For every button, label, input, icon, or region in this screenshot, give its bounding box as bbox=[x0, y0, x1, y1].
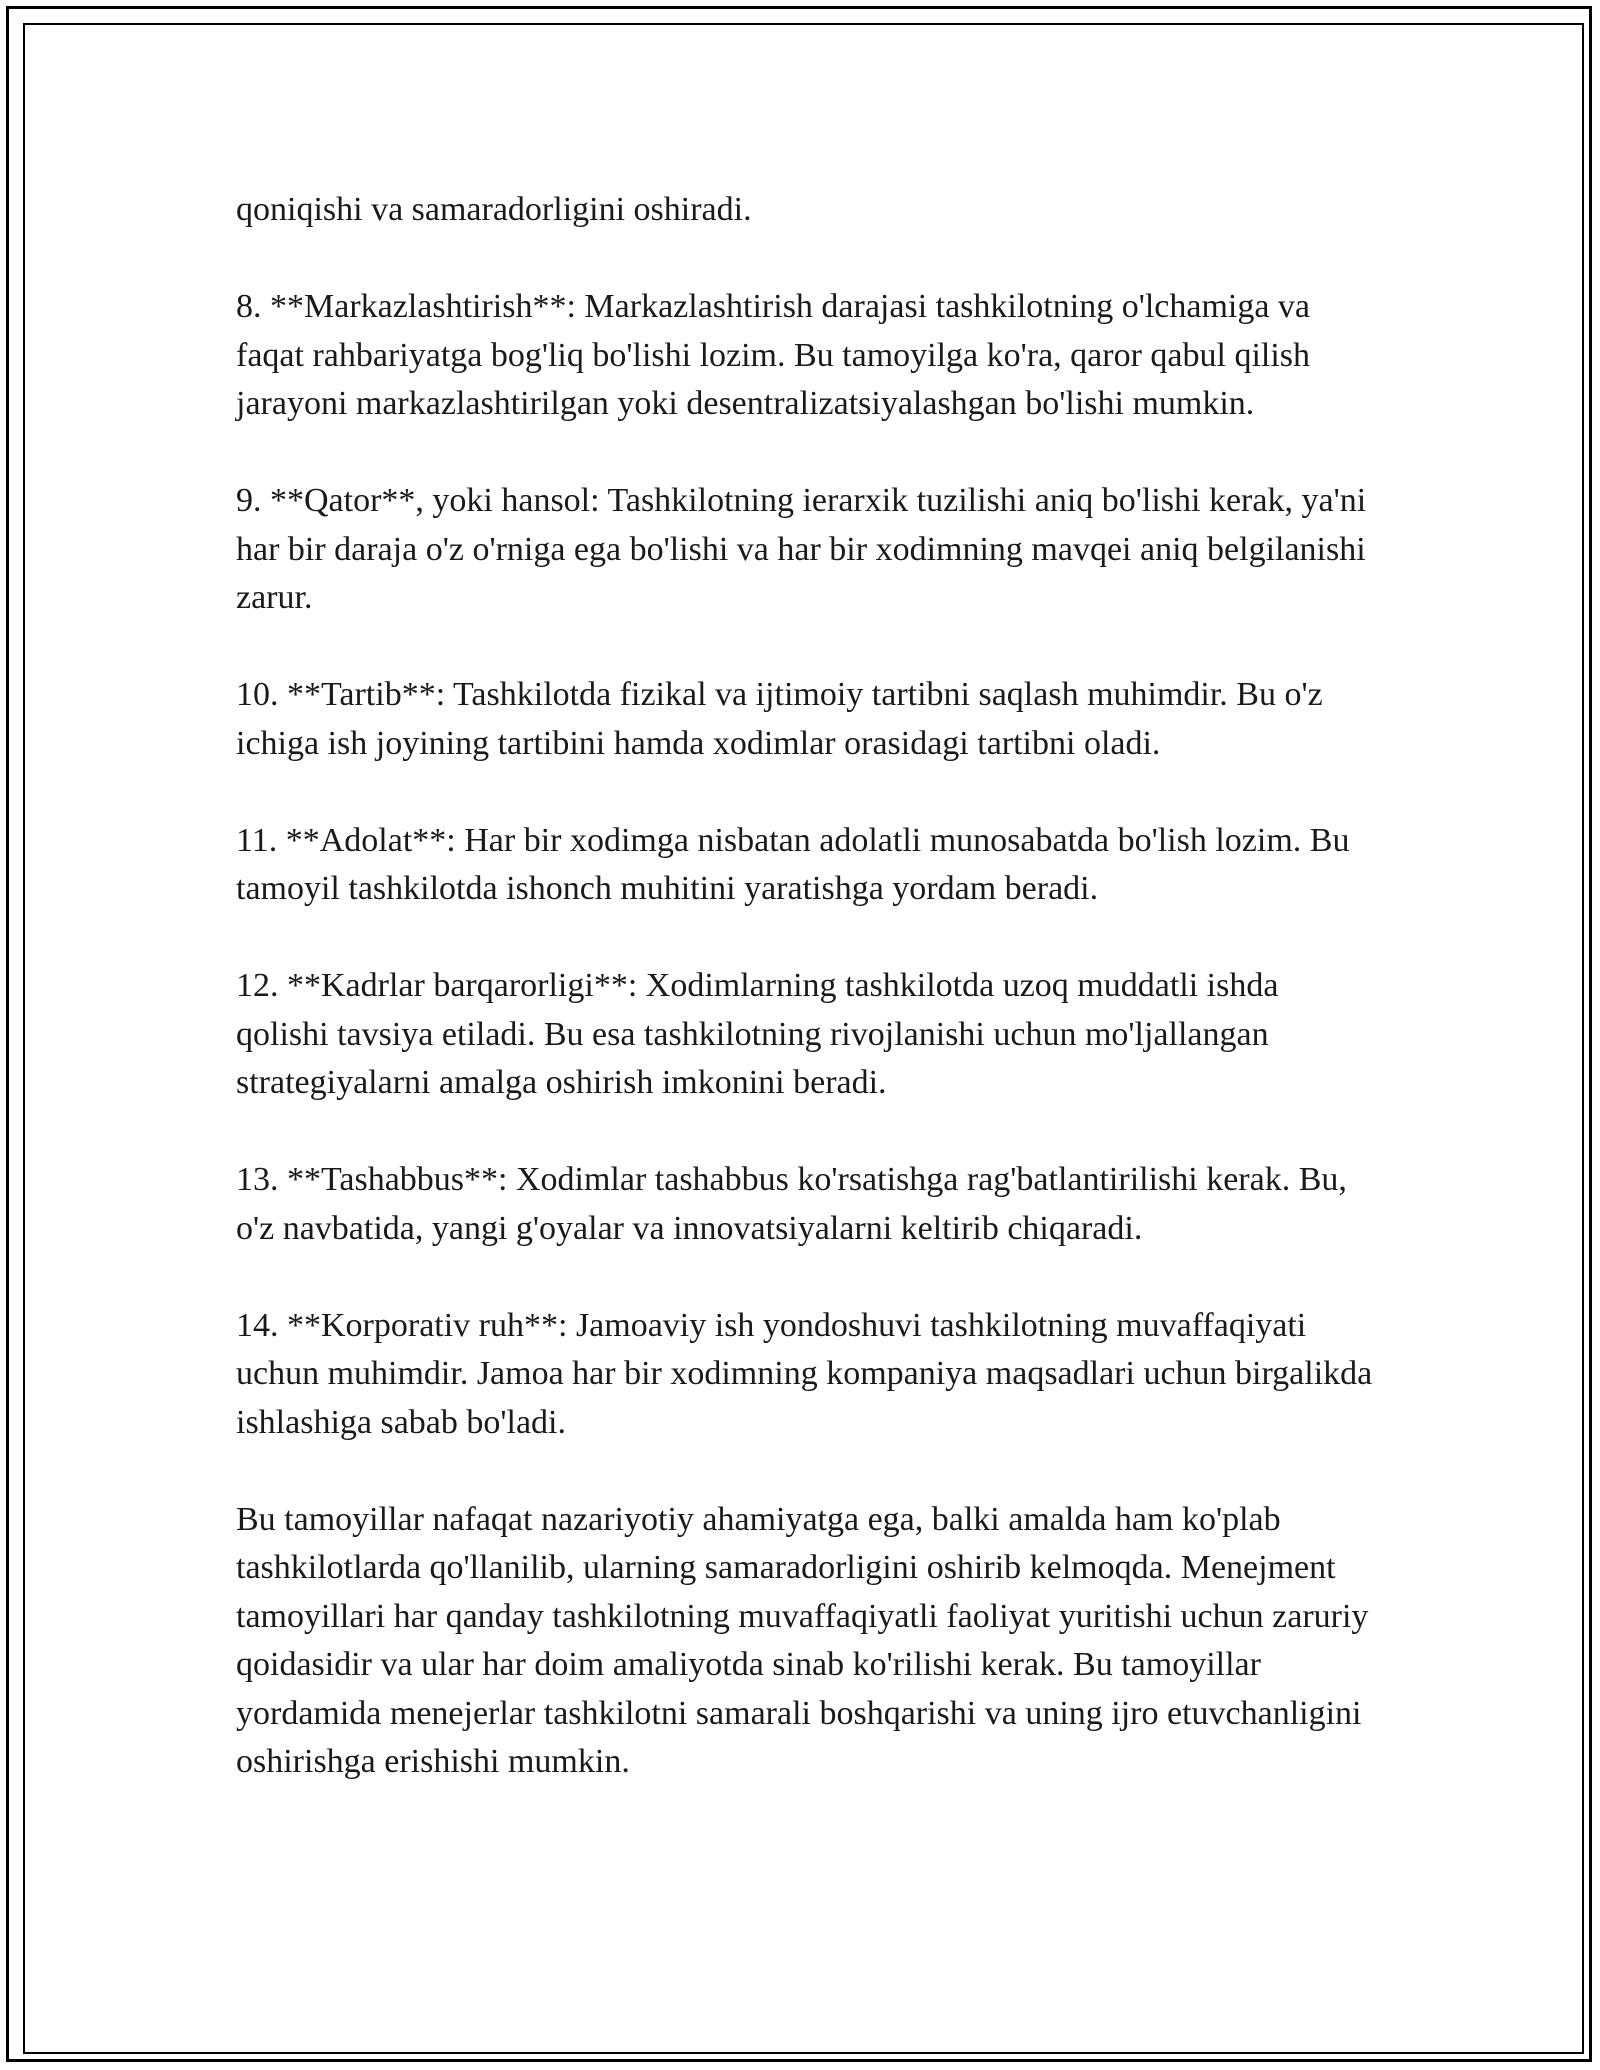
paragraph-item-14: 14. **Korporativ ruh**: Jamoaviy ish yondoshuvi tashkilotning muvaffaqiyati uchun muhimdir. Jamoa har bir xodimning kompaniya maqsadlari uchun birgalikda ishlashiga sabab bo'ladi. bbox=[236, 1306, 1373, 1441]
paragraph-continuation: qoniqishi va samaradorligini oshiradi. bbox=[236, 191, 752, 228]
document-body bbox=[236, 186, 1376, 1787]
paragraph-item-11: 11. **Adolat**: Har bir xodimga nisbatan adolatli munosabatda bo'lish lozim. Bu tamoyil tashkilotda ishonch muhitini yaratishga yordam beradi. bbox=[236, 821, 1350, 907]
paragraph-item-9: 9. **Qator**, yoki hansol: Tashkilotning ierarxik tuzilishi aniq bo'lishi kerak, ya'ni har bir daraja o'z o'rniga ega bo'lishi va har bir xodimning mavqei aniq belgilanishi zarur. bbox=[236, 482, 1367, 616]
paragraph-item-13: 13. **Tashabbus**: Xodimlar tashabbus ko'rsatishga rag'batlantirilishi kerak. Bu, o'z navbatida, yangi g'oyalar va innovatsiyalarni keltirib chiqaradi. bbox=[236, 1161, 1347, 1247]
paragraph-item-10: 10. **Tartib**: Tashkilotda fizikal va ijtimoiy tartibni saqlash muhimdir. Bu o'z ichiga ish joyining tartibini hamda xodimlar orasidagi tartibni oladi. bbox=[236, 676, 1323, 762]
paragraph-conclusion: Bu tamoyillar nafaqat nazariyotiy ahamiyatga ega, balki amalda ham ko'plab tashkilotlarda qo'llanilib, ularning samaradorligini oshirib kelmoqda. Menejment tamoyillari har qanday tashkilotning muvaffaqiyatli faoliyat yuritishi uchun zaruriy qoidasidir va ular har doim amaliyotda sinab ko'rilishi kerak. Bu tamoyillar yordamida menejerlar tashkilotni samarali boshqarishi va uning ijro etuvchanligini oshirishga erishishi mumkin. bbox=[236, 1500, 1369, 1780]
paragraph-item-8: 8. **Markazlashtirish**: Markazlashtirish darajasi tashkilotning o'lchamiga va faqat rahbariyatga bog'liq bo'lishi lozim. Bu tamoyilga ko'ra, qaror qabul qilish jarayoni markazlashtirilgan yoki desentralizatsiyalashgan bo'lishi mumkin. bbox=[236, 288, 1311, 422]
paragraph-item-12: 12. **Kadrlar barqarorligi**: Xodimlarning tashkilotda uzoq muddatli ishda qolishi tavsiya etiladi. Bu esa tashkilotning rivojlanishi uchun mo'ljallangan strategiyalarni amalga oshirish imkonini beradi. bbox=[236, 967, 1279, 1101]
